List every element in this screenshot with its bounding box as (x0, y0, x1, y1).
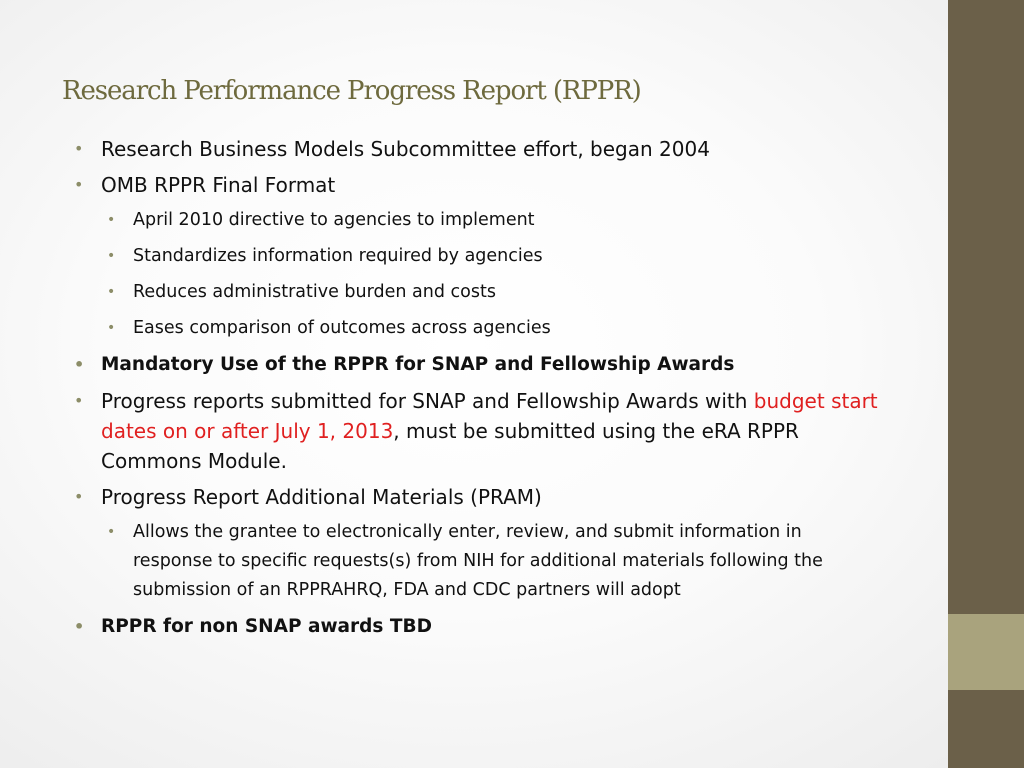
sub-bullet-text: April 2010 directive to agencies to implement (133, 210, 535, 230)
bullet-text: Mandatory Use of the RPPR for SNAP and Fellowship Awards (101, 354, 735, 375)
slide-title: Research Performance Progress Report (RPPR) (62, 76, 641, 106)
bullet-dot-icon: • (107, 212, 116, 228)
sidebar-accent-block (948, 614, 1024, 690)
bullet-text-before: Progress reports submitted for SNAP and Fellowship Awards with (101, 389, 748, 413)
bullet-item-mandatory (74, 350, 886, 380)
bullet-text-after: , must be submitted using the eRA RPPR Commons Module. (101, 419, 799, 473)
sub-bullet-item (107, 314, 886, 343)
bullet-item-non-snap (74, 612, 886, 642)
sub-bullet-item (107, 278, 886, 307)
bullet-dot-icon: • (74, 175, 84, 194)
bullet-text: Research Business Models Subcommittee effort, began 2004 (101, 137, 710, 161)
bullet-text: OMB RPPR Final Format (101, 173, 336, 197)
highlighted-date-text: budget start dates on or after July 1, 2013 (101, 389, 878, 443)
bullet-item-progress-reports (74, 386, 886, 476)
bullet-text: RPPR for non SNAP awards TBD (101, 616, 432, 637)
bullet-dot-icon: • (74, 391, 84, 410)
sub-bullet-item (107, 242, 886, 271)
bullet-dot-icon: • (107, 320, 116, 336)
bullet-dot-icon: • (74, 139, 84, 158)
bullet-dot-icon: • (107, 524, 116, 540)
bullet-dot-icon: • (74, 355, 85, 374)
sub-bullet-text: Standardizes information required by agencies (133, 246, 543, 266)
bullet-item (74, 170, 886, 200)
sub-bullet-item (107, 518, 886, 605)
bullet-text: Progress Report Additional Materials (PRAM) (101, 485, 542, 509)
bullet-list (74, 134, 886, 648)
sub-bullet-text: Reduces administrative burden and costs (133, 282, 496, 302)
bullet-dot-icon: • (107, 248, 116, 264)
bullet-item (74, 134, 886, 164)
bullet-dot-icon: • (107, 284, 116, 300)
bullet-dot-icon: • (74, 487, 84, 506)
bullet-item (74, 482, 886, 512)
sub-bullet-item (107, 206, 886, 235)
sub-bullet-text: Allows the grantee to electronically enter, review, and submit information in response to specific requests(s) from NIH for additional materials following the submission of an RPPRAHRQ, FDA and CDC partners will adopt (133, 522, 823, 600)
bullet-dot-icon: • (74, 617, 85, 636)
sub-bullet-text: Eases comparison of outcomes across agencies (133, 318, 551, 338)
